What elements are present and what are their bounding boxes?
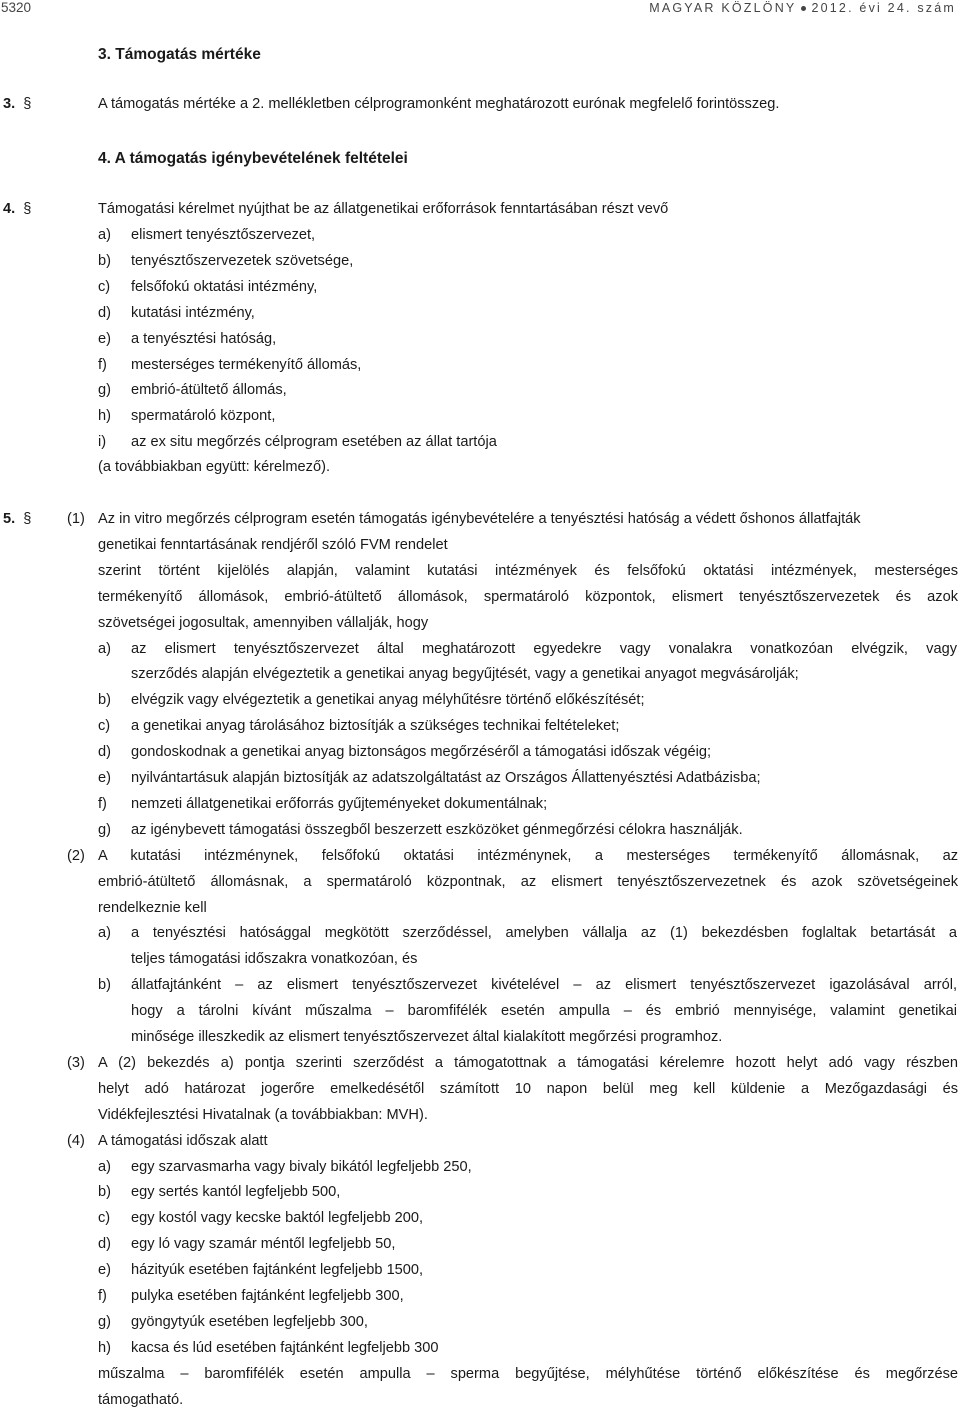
list-item-label: f) (98, 795, 107, 812)
text-line: embrió-átültető állomásnak, a spermatároló központnak, az elismert tenyésztőszervezetnek és azok szövetségeinek (98, 873, 958, 890)
text-line: a tenyésztési hatósággal megkötött szerződéssel, amelyben vállalja az (1) bekezdésben foglaltak betartását a (131, 925, 957, 942)
list-item-label: g) (98, 821, 111, 838)
text-line: teljes támogatási időszakra vonatkozóan, és (131, 951, 418, 968)
text-line: helyt adó határozat jogerőre emelkedésétől számított 10 napon belül meg kell küldenie a Mezőgazdasági és (98, 1080, 958, 1097)
journal-title: MAGYAR KÖZLÖNY (649, 1, 797, 15)
list-item: elismert tenyésztőszervezet, (131, 227, 316, 243)
list-item-label: e) (98, 330, 111, 347)
list-item: tenyésztőszervezetek szövetsége, (131, 252, 354, 269)
section-sign: § (23, 201, 32, 217)
list-item: egy ló vagy szamár méntől legfeljebb 50, (131, 1236, 396, 1253)
section-3-heading: 3. Támogatás mértéke (98, 46, 261, 63)
text-line: támogatható. (98, 1391, 184, 1408)
list-item: gyöngytyúk esetében legfeljebb 300, (131, 1313, 368, 1330)
list-item: házityúk esetében fajtánként legfeljebb 1500, (131, 1262, 424, 1279)
section-sign: § (23, 511, 32, 527)
subsection-number: (3) (67, 1054, 85, 1071)
text-line: termékenyítő állomások, embrió-átültető állomások, spermatároló központok, elismert tenyésztőszervezetek és azok (98, 588, 958, 605)
list-item-label: c) (98, 1210, 111, 1227)
text-line: elvégzik vagy elvégeztetik a genetikai anyag mélyhűtésre történő előkészítését; (131, 692, 645, 709)
issue-number: 2012. évi 24. szám (811, 1, 956, 15)
section-4-paragraph (3, 201, 37, 217)
text-line: Vidékfejlesztési Hivatalnak (a továbbiakban: MVH). (98, 1106, 428, 1123)
list-item: mesterséges termékenyítő állomás, (131, 356, 362, 373)
list-item-label: d) (98, 744, 111, 761)
list-item-label: b) (98, 252, 111, 269)
section-4-heading: 4. A támogatás igénybevételének feltételei (98, 150, 408, 167)
list-item-label: a) (98, 1158, 111, 1175)
list-item-label: c) (98, 718, 111, 735)
list-item-label: a) (98, 640, 111, 657)
list-item-label: i) (98, 434, 107, 451)
text-line: gondoskodnak a genetikai anyag biztonságos megőrzéséről a támogatási időszak végéig; (131, 744, 712, 761)
text-line: Az in vitro megőrzés célprogram esetén támogatás igénybevételére a tenyésztési hatóság a védett őshonos állatfajták (98, 511, 861, 527)
list-item: felsőfokú oktatási intézmény, (131, 278, 318, 295)
text-line: minősége illeszkedik az elismert tenyésztőszervezet által kialakított megőrzési programhoz. (131, 1029, 723, 1045)
section-5-paragraph (3, 511, 37, 527)
text-line: az igénybevett támogatási összegből beszerzett eszközöket génmegőrzési célokra használják. (131, 821, 743, 838)
section-4-intro: Támogatási kérelmet nyújthat be az állatgenetikai erőforrások fenntartásában részt vevő (98, 201, 669, 217)
list-item: egy sertés kantól legfeljebb 500, (131, 1184, 341, 1201)
list-item: embrió-átültető állomás, (131, 382, 287, 399)
list-item-label: e) (98, 1262, 111, 1279)
list-item-label: h) (98, 408, 111, 425)
list-item: pulyka esetében fajtánként legfeljebb 300, (131, 1288, 404, 1304)
list-item-label: g) (98, 382, 111, 399)
list-item-label: a) (98, 227, 111, 243)
subsection-number: (1) (67, 511, 85, 527)
running-header (649, 1, 956, 15)
text-line: genetikai fenntartásának rendjéről szóló FVM rendelet (98, 536, 448, 553)
text-line: rendelkeznie kell (98, 899, 207, 916)
list-item: spermatároló központ, (131, 408, 276, 425)
text-line: nyilvántartásuk alapján biztosítják az adatszolgáltatást az Országos Állattenyésztési Adatbázisba; (131, 770, 761, 786)
text-line: A (2) bekezdés a) pontja szerinti szerződést a támogatottnak a támogatási kérelemre hozott helyt adó vagy részben (98, 1054, 958, 1071)
subsection-number: (2) (67, 847, 85, 864)
text-line: állatfajtánként – az elismert tenyésztőszervezet kivételével – az elismert tenyésztőszervezet igazolásával arról, (131, 977, 957, 994)
list-item-label: b) (98, 1184, 111, 1201)
subsection-number: (4) (67, 1132, 85, 1149)
text-line: hogy a tárolni kívánt műszalma – baromfifélék esetén ampulla – és embrió mennyisége, valamint genetikai (131, 1003, 957, 1020)
list-item: a tenyésztési hatóság, (131, 330, 277, 347)
page-number: 5320 (1, 0, 32, 15)
text-line: a genetikai anyag tárolásához biztosítják a szükséges technikai feltételeket; (131, 718, 620, 735)
paragraph-number: 3. (3, 96, 16, 112)
text-line: műszalma – baromfifélék esetén ampulla – sperma begyűjtése, mélyhűtése történő előkészítése és megőrzése (98, 1365, 958, 1382)
list-item-label: d) (98, 1236, 111, 1253)
list-item: az ex situ megőrzés célprogram esetében az állat tartója (131, 434, 497, 451)
list-item-label: e) (98, 770, 111, 786)
section-3-paragraph (3, 96, 37, 112)
text-line: szövetségei jogosultak, amennyiben vállalják, hogy (98, 614, 429, 631)
section-4-closing: (a továbbiakban együtt: kérelmező). (98, 459, 331, 475)
paragraph-number: 5. (3, 511, 16, 527)
section-3-text: A támogatás mértéke a 2. mellékletben célprogramonként meghatározott eurónak megfelelő forintösszeg. (98, 96, 780, 112)
paragraph-number: 4. (3, 201, 16, 217)
section-sign: § (23, 96, 32, 112)
text-line: szerződés alapján elvégeztetik a genetikai anyag begyűjtését, vagy a genetikai anyagot megvásárolják; (131, 666, 799, 683)
list-item-label: h) (98, 1339, 111, 1356)
text-line: szerint történt kijelölés alapján, valamint kutatási intézmények és felsőfokú oktatási intézmények, mesterséges (98, 562, 958, 579)
list-item: egy kostól vagy kecske baktól legfeljebb 200, (131, 1210, 424, 1227)
text-line: nemzeti állatgenetikai erőforrás gyűjteményeket dokumentálnak; (131, 795, 548, 812)
list-item-label: f) (98, 356, 107, 373)
bullet-icon (801, 6, 806, 11)
text-line: az elismert tenyésztőszervezet által meghatározott egyedekre vagy vonalakra vonatkozóan elvégzik, vagy (131, 640, 957, 657)
list-item-label: c) (98, 278, 111, 295)
page-header (0, 0, 960, 20)
list-item-label: g) (98, 1313, 111, 1330)
text-line: A támogatási időszak alatt (98, 1132, 268, 1149)
list-item: kacsa és lúd esetében fajtánként legfeljebb 300 (131, 1339, 439, 1356)
list-item-label: b) (98, 977, 111, 994)
list-item-label: b) (98, 692, 111, 709)
list-item-label: a) (98, 925, 111, 942)
list-item-label: d) (98, 304, 111, 321)
list-item: egy szarvasmarha vagy bivaly bikától legfeljebb 250, (131, 1158, 472, 1175)
list-item: kutatási intézmény, (131, 304, 255, 321)
list-item-label: f) (98, 1288, 107, 1304)
text-line: A kutatási intézménynek, felsőfokú oktatási intézménynek, a mesterséges termékenyítő állomásnak, az (98, 847, 958, 864)
